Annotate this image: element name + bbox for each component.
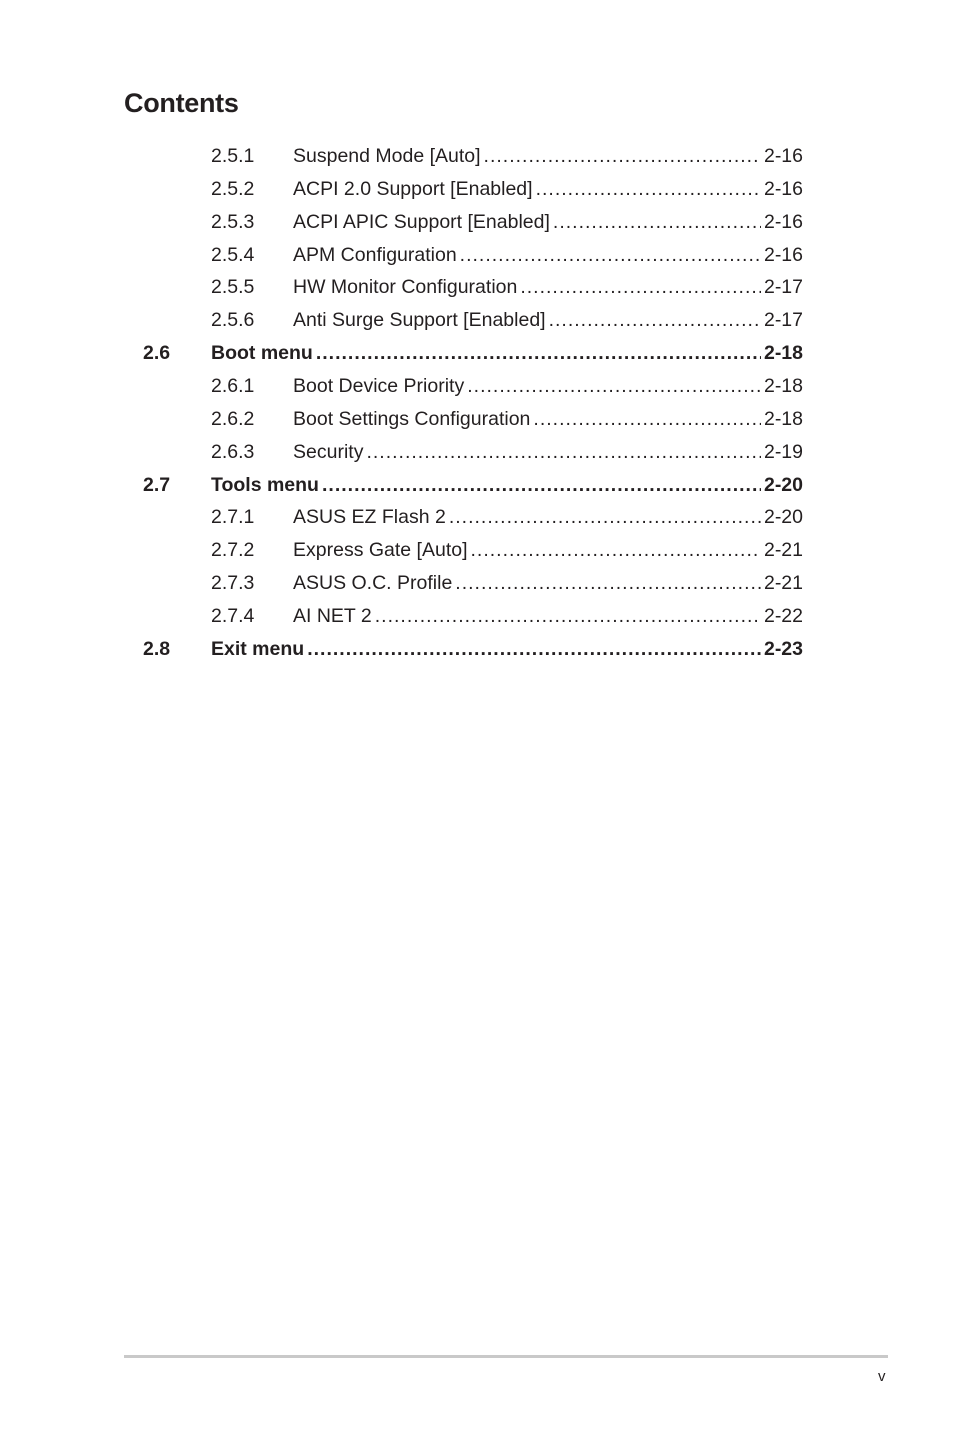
toc-entry-line bbox=[293, 140, 803, 173]
dot-leader bbox=[553, 206, 761, 239]
toc-entry-line bbox=[293, 370, 803, 403]
toc-entry-page: 2-18 bbox=[763, 407, 803, 430]
toc-entry[interactable] bbox=[0, 337, 954, 370]
toc-entry-title: Boot Settings Configuration bbox=[293, 407, 531, 430]
dot-leader bbox=[366, 436, 761, 469]
toc-entry-title: Exit menu bbox=[211, 637, 305, 660]
toc-entry[interactable] bbox=[0, 633, 954, 666]
toc-entry[interactable] bbox=[0, 501, 954, 534]
toc-entry[interactable] bbox=[0, 567, 954, 600]
toc-entry[interactable] bbox=[0, 534, 954, 567]
toc-entry-page: 2-21 bbox=[763, 539, 803, 562]
dot-leader bbox=[549, 304, 761, 337]
dot-leader bbox=[471, 534, 761, 567]
toc-entry-number: 2.5.6 bbox=[211, 309, 255, 332]
toc-entry-title: Security bbox=[293, 440, 364, 463]
toc-entry-page: 2-19 bbox=[763, 440, 803, 463]
toc-entry-page: 2-17 bbox=[763, 309, 803, 332]
toc-entry-page: 2-16 bbox=[763, 210, 803, 233]
dot-leader bbox=[449, 501, 761, 534]
toc-entry[interactable] bbox=[0, 403, 954, 436]
dot-leader bbox=[455, 567, 761, 600]
toc-entry-line bbox=[293, 501, 803, 534]
toc-entry-title: Suspend Mode [Auto] bbox=[293, 145, 481, 167]
dot-leader bbox=[467, 370, 761, 403]
dot-leader bbox=[484, 140, 761, 173]
dot-leader bbox=[536, 173, 761, 206]
toc-entry-title: Boot Device Priority bbox=[293, 374, 465, 397]
toc-entry-number: 2.5.2 bbox=[211, 177, 255, 200]
toc-entry-number: 2.5.1 bbox=[211, 145, 255, 167]
toc-entry-number: 2.7.4 bbox=[211, 604, 255, 627]
toc-entry[interactable] bbox=[0, 239, 954, 272]
toc-entry-line bbox=[293, 206, 803, 239]
toc-entry-title: ACPI APIC Support [Enabled] bbox=[293, 210, 550, 233]
toc-entry-title: ASUS O.C. Profile bbox=[293, 572, 453, 595]
toc-entry[interactable] bbox=[0, 600, 954, 633]
toc-entry-number: 2.6 bbox=[143, 342, 171, 365]
toc-entry-title: Tools menu bbox=[211, 473, 319, 496]
toc-entry-line bbox=[293, 403, 803, 436]
toc-entry-title: HW Monitor Configuration bbox=[293, 276, 518, 299]
dot-leader bbox=[316, 337, 761, 370]
toc-entry[interactable] bbox=[0, 436, 954, 469]
toc-entry-page: 2-18 bbox=[763, 374, 803, 397]
toc-entry-number: 2.6.1 bbox=[211, 374, 255, 397]
toc-entry[interactable] bbox=[0, 304, 954, 337]
toc-entry-number: 2.7.1 bbox=[211, 506, 255, 529]
toc-entry-page: 2-22 bbox=[763, 604, 803, 627]
toc-entry[interactable] bbox=[0, 206, 954, 239]
toc-entry-title: Anti Surge Support [Enabled] bbox=[293, 309, 546, 332]
toc-entry-line bbox=[293, 271, 803, 304]
toc-entry-number: 2.6.3 bbox=[211, 440, 255, 463]
toc-entry-page: 2-17 bbox=[763, 276, 803, 299]
toc-entry-line bbox=[293, 534, 803, 567]
toc-entry-title: ACPI 2.0 Support [Enabled] bbox=[293, 177, 533, 200]
toc-entry-title: Express Gate [Auto] bbox=[293, 539, 468, 562]
toc-entry-line bbox=[293, 600, 803, 633]
page-title: Contents bbox=[124, 88, 239, 118]
toc-entry-page: 2-16 bbox=[763, 177, 803, 200]
toc-entry-title: APM Configuration bbox=[293, 243, 457, 266]
dot-leader bbox=[307, 633, 761, 666]
toc-entry-page: 2-20 bbox=[763, 506, 803, 529]
toc-entry-line bbox=[293, 567, 803, 600]
toc-entry-number: 2.5.4 bbox=[211, 243, 255, 266]
dot-leader bbox=[520, 271, 761, 304]
toc-entry-page: 2-16 bbox=[763, 145, 803, 167]
toc-entry-number: 2.7.3 bbox=[211, 572, 255, 595]
toc-entry-line bbox=[293, 173, 803, 206]
toc-entry-title: Boot menu bbox=[211, 342, 313, 365]
toc-entry-page: 2-23 bbox=[763, 637, 803, 660]
toc-entry-line bbox=[211, 469, 803, 502]
toc-entry-line bbox=[211, 633, 803, 666]
footer-divider bbox=[124, 1355, 888, 1358]
toc-entry-number: 2.5.3 bbox=[211, 210, 255, 233]
toc-entry[interactable] bbox=[0, 370, 954, 403]
toc-entry-number: 2.7.2 bbox=[211, 539, 255, 562]
dot-leader bbox=[322, 469, 761, 502]
toc-entry-line bbox=[293, 304, 803, 337]
toc-entry[interactable] bbox=[0, 140, 954, 173]
dot-leader bbox=[375, 600, 761, 633]
toc-entry-number: 2.5.5 bbox=[211, 276, 255, 299]
toc-entry-title: AI NET 2 bbox=[293, 604, 372, 627]
toc-entry[interactable] bbox=[0, 173, 954, 206]
toc-entry-page: 2-21 bbox=[763, 572, 803, 595]
toc-entry[interactable] bbox=[0, 469, 954, 502]
toc-entry-page: 2-16 bbox=[763, 243, 803, 266]
toc-entry-number: 2.6.2 bbox=[211, 407, 255, 430]
toc-entry-page: 2-20 bbox=[763, 473, 803, 496]
toc-entry-number: 2.7 bbox=[143, 473, 171, 496]
dot-leader bbox=[533, 403, 761, 436]
toc-entry[interactable] bbox=[0, 271, 954, 304]
toc-entry-title: ASUS EZ Flash 2 bbox=[293, 506, 446, 529]
toc-entry-line bbox=[293, 436, 803, 469]
toc-entry-page: 2-18 bbox=[763, 342, 803, 365]
toc-entry-line bbox=[293, 239, 803, 272]
toc-entry-number: 2.8 bbox=[143, 637, 171, 660]
dot-leader bbox=[460, 239, 761, 272]
toc-entry-line bbox=[211, 337, 803, 370]
page-number: v bbox=[878, 1368, 886, 1385]
